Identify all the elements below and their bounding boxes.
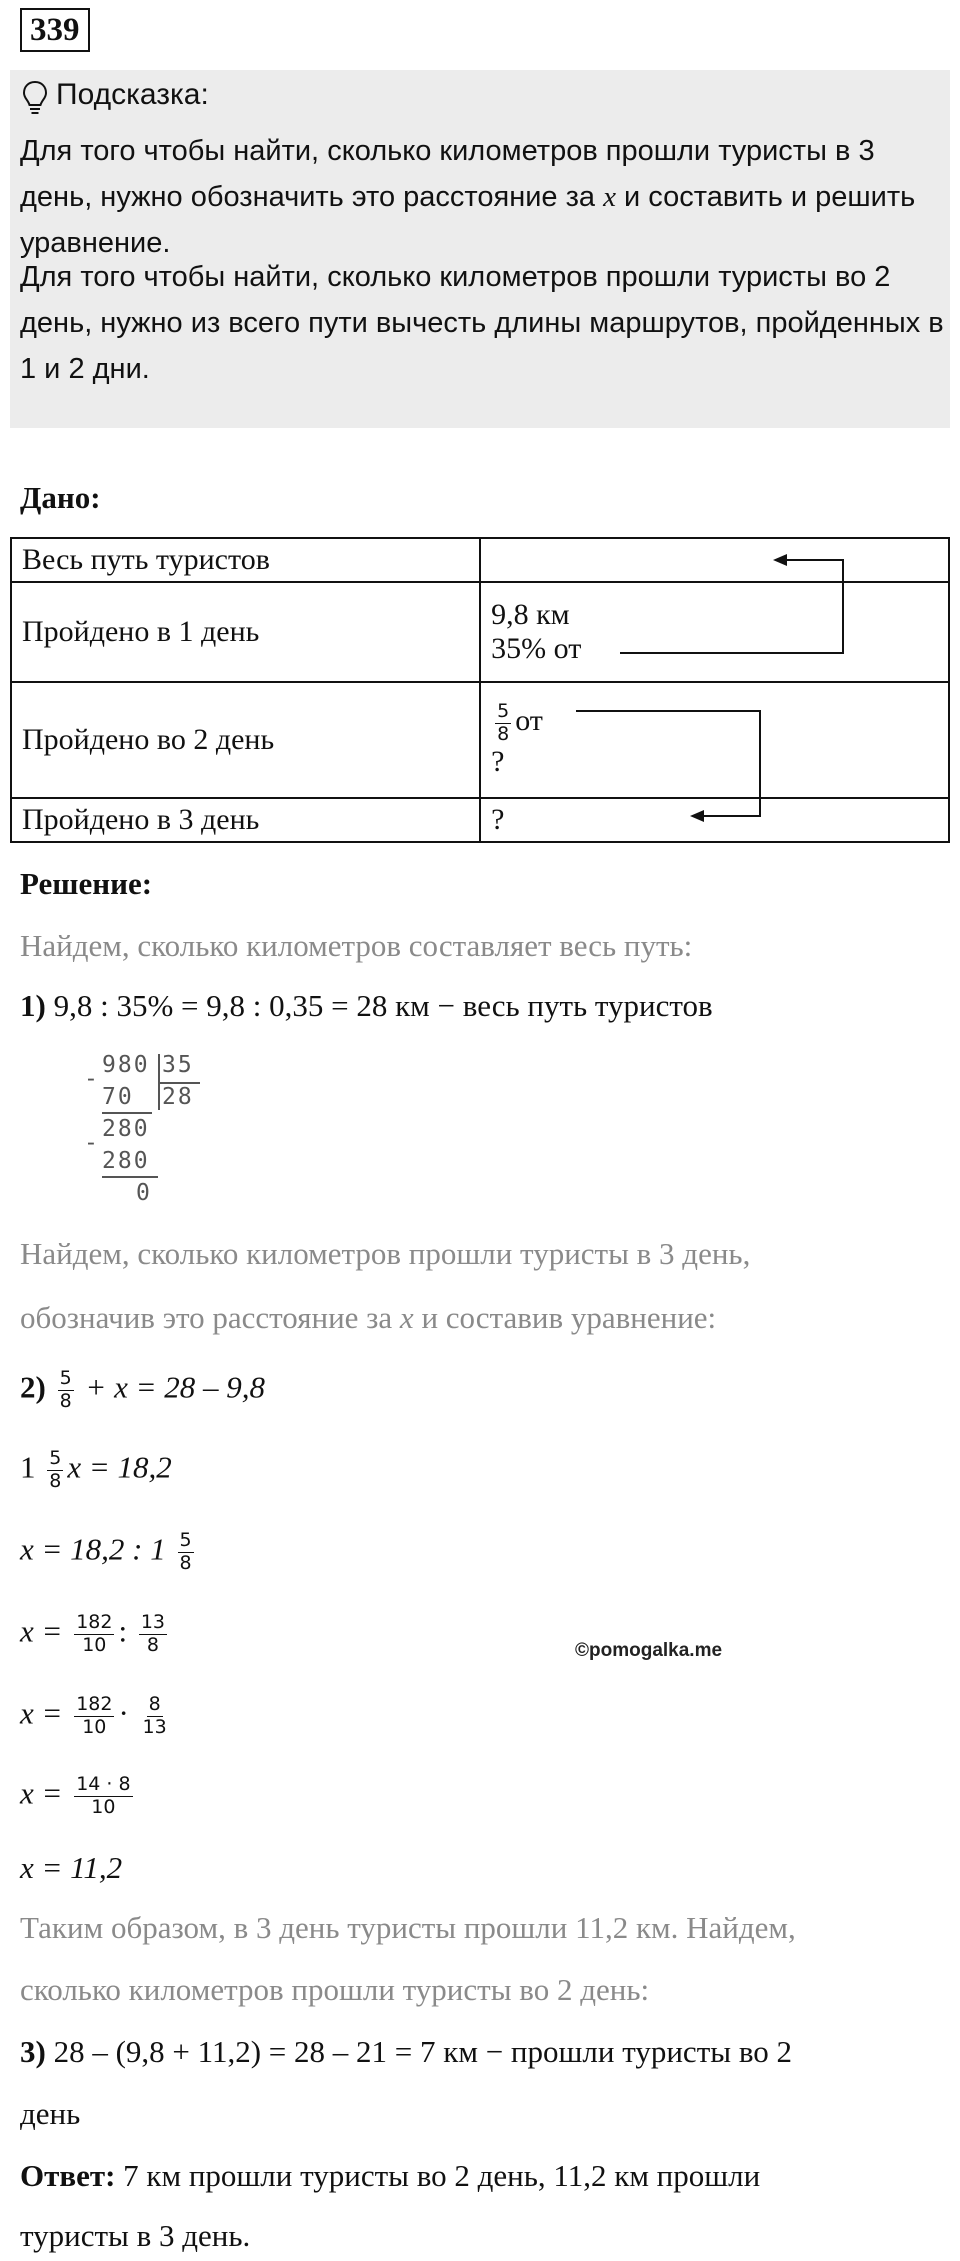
solution-intro-2a: Найдем, сколько километров прошли туристы в 3 день, bbox=[20, 1236, 751, 1271]
conclusion-line-1: Таким образом, в 3 день туристы прошли 11,2 км. Найдем, bbox=[20, 1910, 796, 1945]
answer-line-1: Ответ: 7 км прошли туристы во 2 день, 11,2 км прошли bbox=[20, 2158, 761, 2193]
step-1: 1) 9,8 : 35% = 9,8 : 0,35 = 28 км − весь путь туристов bbox=[20, 988, 713, 1023]
equation-4: x = $\frac{182}{10}$ : $\frac{13}{8}$ bbox=[20, 1611, 166, 1656]
hint-text-run: обозначить это расстояние за bbox=[190, 181, 604, 213]
given-label: Пройдено в 1 день bbox=[11, 582, 480, 682]
given-label: Пройдено во 2 день bbox=[11, 682, 480, 798]
arrow-head-icon bbox=[773, 554, 787, 566]
hint-text-run: сколько километров прошли туристы в 3 день bbox=[20, 135, 875, 213]
equation-1: 2) $\frac{5}{8}$ + x = 28 – 9,8 bbox=[20, 1367, 266, 1412]
equation-2: 1 $\frac{5}{8}$ x = 18,2 bbox=[20, 1447, 172, 1492]
long-division: 980 35 28 - 70 280 - 280 0 bbox=[90, 1052, 210, 1212]
hint-text-run: сколько километров прошли туристы во 2 день bbox=[20, 261, 891, 339]
equation-6: x = $\frac{14 \cdot 8}{10}$ bbox=[20, 1773, 131, 1818]
hint-text-run: Для того чтобы найти, bbox=[20, 135, 328, 167]
step-3-cont: день bbox=[20, 2096, 81, 2131]
hint-text-run: . bbox=[141, 353, 150, 385]
hint-text-run: из всего пути вычесть длины маршрутов, пройденных в 1 и 2 дни bbox=[20, 307, 944, 385]
equation-3: x = 18,2 : 1 $\frac{5}{8}$ bbox=[20, 1529, 192, 1574]
given-label: Пройдено в 3 день bbox=[11, 798, 480, 842]
table-arrows bbox=[0, 0, 960, 850]
day1-value: 9,8 км bbox=[491, 598, 570, 631]
arrow-head-icon bbox=[690, 810, 704, 822]
given-label: Весь путь туристов bbox=[11, 538, 480, 582]
day2-of: от bbox=[515, 703, 543, 737]
equation-5: x = $\frac{182}{10}$ · $\frac{8}{13}$ bbox=[20, 1693, 167, 1738]
hint-text-run: и составить и решить уравнение bbox=[20, 181, 916, 259]
equation-7: x = 11,2 bbox=[20, 1850, 123, 1885]
hint-text-run: Для того чтобы найти, bbox=[20, 261, 328, 293]
day3-value: ? bbox=[480, 798, 949, 842]
day2-value: ? bbox=[491, 745, 505, 779]
fraction: $\frac{5}{8}$ bbox=[497, 699, 510, 745]
solution-intro-2b: обозначив это расстояние за x и составив уравнение: bbox=[20, 1300, 717, 1335]
conclusion-line-2: сколько километров прошли туристы во 2 день: bbox=[20, 1972, 650, 2007]
step-3: 3) 28 – (9,8 + 11,2) = 28 – 21 = 7 км − прошли туристы во 2 bbox=[20, 2034, 792, 2069]
day1-percent: 35% от bbox=[491, 632, 582, 665]
answer-line-2: туристы в 3 день. bbox=[20, 2218, 251, 2253]
solution-intro-1: Найдем, сколько километров составляет весь путь: bbox=[20, 928, 693, 963]
task-number: 339 bbox=[20, 8, 90, 52]
hint-text-run: , нужно bbox=[84, 181, 191, 213]
hint-text-run: . bbox=[162, 227, 171, 259]
hint-text-run: , нужно bbox=[84, 307, 191, 339]
watermark: ©pomogalka.me bbox=[575, 1640, 723, 1661]
solution-title: Решение: bbox=[20, 866, 153, 901]
hint-title: Подсказка: bbox=[56, 78, 209, 111]
hint-text-run: x bbox=[603, 181, 616, 213]
given-title: Дано: bbox=[20, 480, 101, 515]
